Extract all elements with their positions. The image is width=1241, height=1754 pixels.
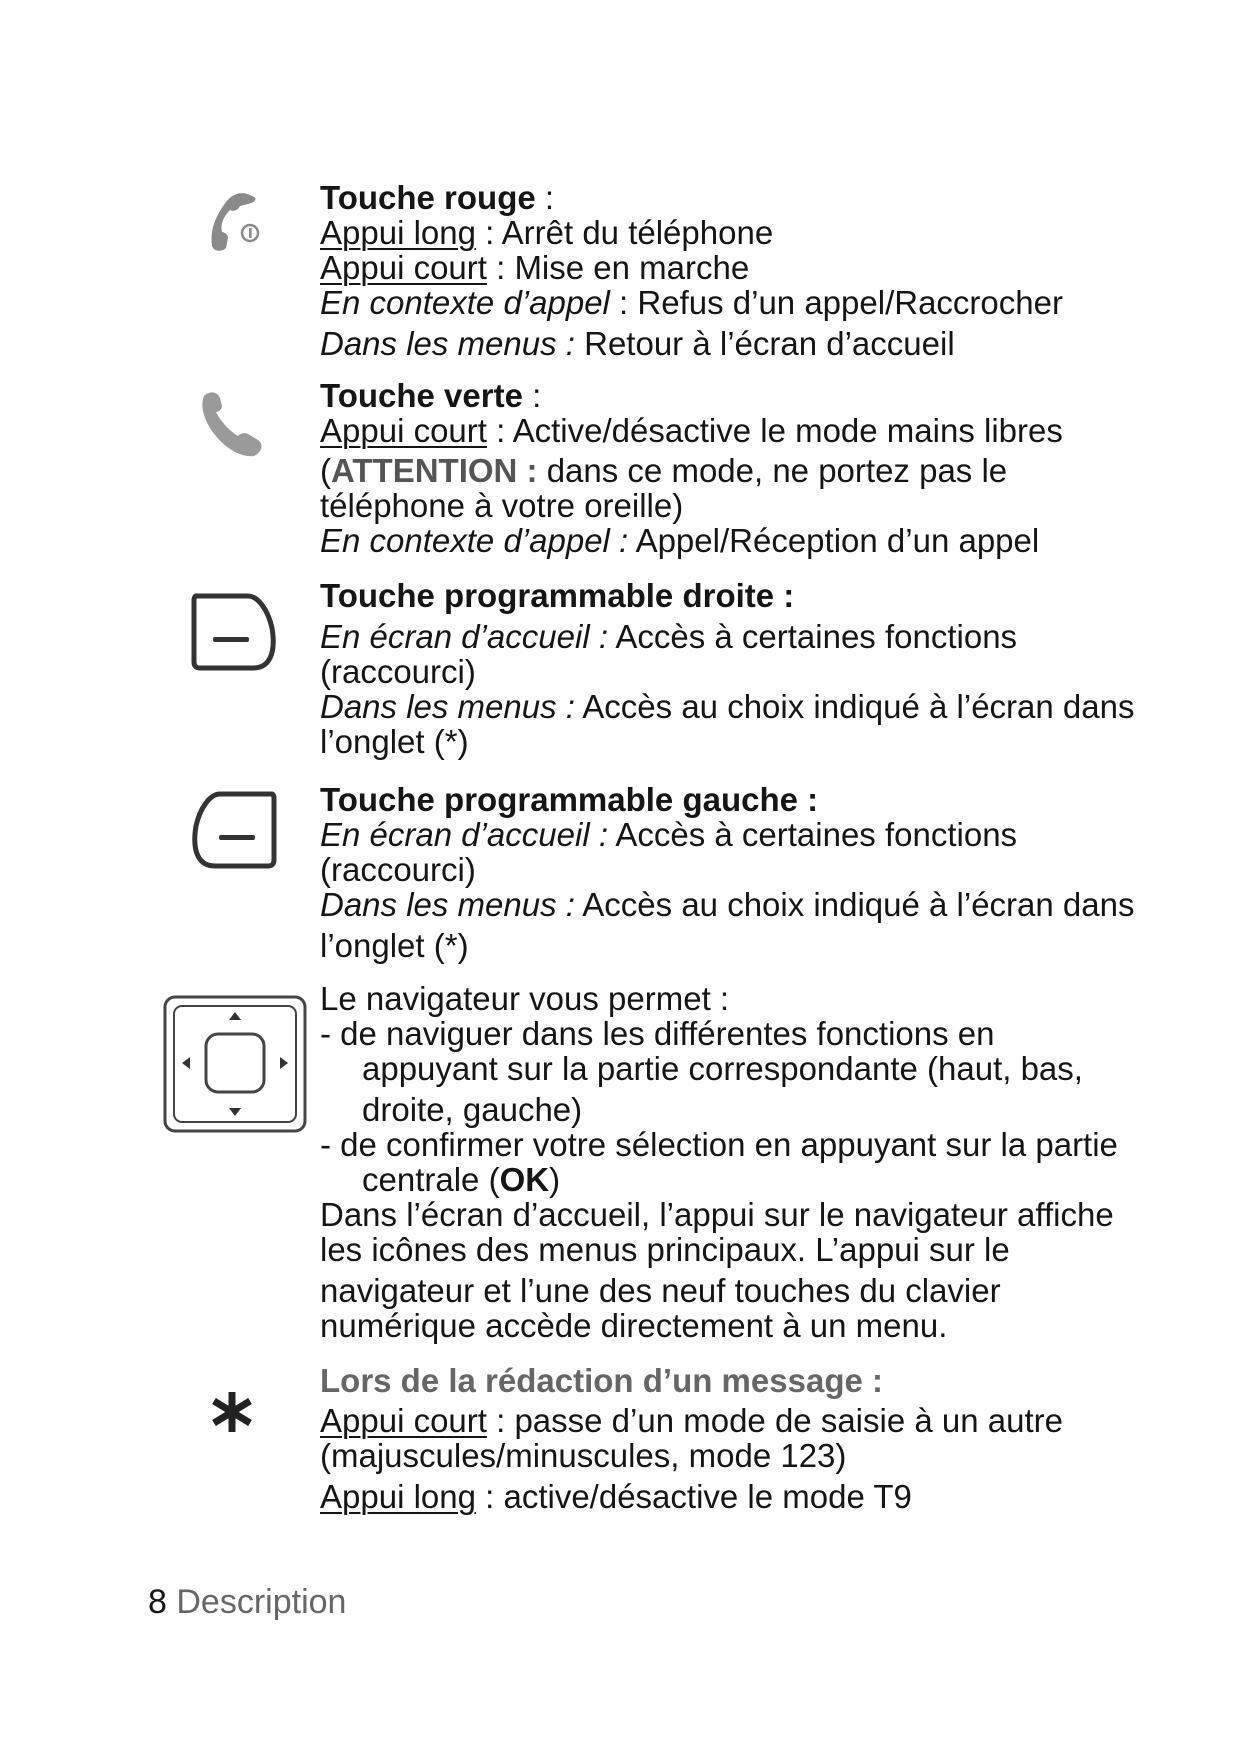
menus-text: Accès au choix indiqué à l’écran dans bbox=[574, 886, 1135, 923]
navigator-item-confirm-pre: centrale ( bbox=[362, 1161, 500, 1198]
title-colon: : bbox=[535, 179, 555, 216]
ok-label: OK bbox=[499, 1161, 550, 1198]
right-softkey-icon bbox=[186, 588, 282, 676]
section-label: Description bbox=[176, 1583, 347, 1621]
menus-label: Dans les menus : bbox=[320, 325, 575, 362]
menus-continuation: l’onglet (*) bbox=[320, 927, 469, 964]
long-press-text: : Arrêt du téléphone bbox=[475, 214, 774, 251]
menus-continuation: l’onglet (*) bbox=[320, 723, 469, 760]
green-key-title: Touche verte bbox=[320, 377, 523, 414]
right-softkey-title: Touche programmable droite : bbox=[320, 577, 795, 614]
home-screen-text: Accès à certaines fonctions bbox=[608, 816, 1018, 853]
navigator-item-navigate: - de naviguer dans les différentes fonctions en bbox=[320, 1015, 995, 1052]
menus-text: Retour à l’écran d’accueil bbox=[574, 325, 955, 362]
short-press-continuation: (majuscules/minuscules, mode 123) bbox=[320, 1437, 847, 1474]
home-screen-text: Accès à certaines fonctions bbox=[608, 618, 1018, 655]
short-press-label: Appui court bbox=[320, 1402, 487, 1439]
short-press-label: Appui court bbox=[320, 249, 487, 286]
navigator-item-navigate-cont2: droite, gauche) bbox=[362, 1091, 583, 1128]
short-press-label: Appui court bbox=[320, 412, 487, 449]
navigator-section bbox=[320, 981, 1140, 1343]
attention-open: ( bbox=[320, 452, 331, 489]
phone-hangup-icon bbox=[196, 186, 272, 262]
navigator-intro: Le navigateur vous permet : bbox=[320, 980, 730, 1017]
page-footer bbox=[148, 1583, 346, 1622]
left-softkey-section bbox=[320, 782, 1140, 963]
navigator-paragraph-3: navigateur et l’une des neuf touches du clavier bbox=[320, 1272, 1001, 1309]
home-screen-label: En écran d’accueil : bbox=[320, 618, 608, 655]
navigator-paragraph-2: les icônes des menus principaux. L’appui sur le bbox=[320, 1231, 1010, 1268]
left-softkey-icon bbox=[186, 786, 282, 874]
red-key-title: Touche rouge bbox=[320, 179, 536, 216]
navigator-item-navigate-cont: appuyant sur la partie correspondante (haut, bas, bbox=[362, 1050, 1083, 1087]
home-screen-continuation: (raccourci) bbox=[320, 653, 476, 690]
short-press-text: : passe d’un mode de saisie à un autre bbox=[486, 1402, 1063, 1439]
right-softkey-section bbox=[320, 578, 1140, 759]
red-key-section bbox=[320, 180, 1140, 361]
star-key-section bbox=[320, 1363, 1140, 1514]
attention-label: ATTENTION : bbox=[331, 452, 538, 489]
navigator-icon bbox=[162, 994, 308, 1134]
home-screen-continuation: (raccourci) bbox=[320, 851, 476, 888]
menus-label: Dans les menus : bbox=[320, 688, 575, 725]
navigator-item-confirm: - de confirmer votre sélection en appuyant sur la partie bbox=[320, 1126, 1118, 1163]
attention-text: dans ce mode, ne portez pas le bbox=[537, 452, 1008, 489]
long-press-text: : active/désactive le mode T9 bbox=[475, 1478, 912, 1515]
menus-label: Dans les menus : bbox=[320, 886, 575, 923]
star-key-title: Lors de la rédaction d’un message : bbox=[320, 1362, 883, 1399]
title-colon: : bbox=[522, 377, 542, 414]
navigator-item-confirm-post: ) bbox=[549, 1161, 561, 1198]
navigator-paragraph-4: numérique accède directement à un menu. bbox=[320, 1307, 948, 1344]
page-number: 8 bbox=[148, 1583, 167, 1621]
call-context-text: Appel/Réception d’un appel bbox=[628, 522, 1040, 559]
call-context-label: En contexte d’appel : bbox=[320, 522, 629, 559]
short-press-text: : Active/désactive le mode mains libres bbox=[486, 412, 1063, 449]
long-press-label: Appui long bbox=[320, 214, 476, 251]
attention-continuation: téléphone à votre oreille) bbox=[320, 487, 684, 524]
left-softkey-title: Touche programmable gauche : bbox=[320, 781, 819, 818]
long-press-label: Appui long bbox=[320, 1478, 476, 1515]
navigator-paragraph-1: Dans l’écran d’accueil, l’appui sur le navigateur affiche bbox=[320, 1196, 1114, 1233]
short-press-text: : Mise en marche bbox=[486, 249, 750, 286]
star-key-icon bbox=[208, 1388, 256, 1436]
phone-call-icon bbox=[198, 388, 270, 460]
green-key-section bbox=[320, 378, 1140, 558]
home-screen-label: En écran d’accueil : bbox=[320, 816, 608, 853]
menus-text: Accès au choix indiqué à l’écran dans bbox=[574, 688, 1135, 725]
call-context-text: : Refus d’un appel/Raccrocher bbox=[609, 284, 1063, 321]
call-context-label: En contexte d’appel bbox=[320, 284, 610, 321]
